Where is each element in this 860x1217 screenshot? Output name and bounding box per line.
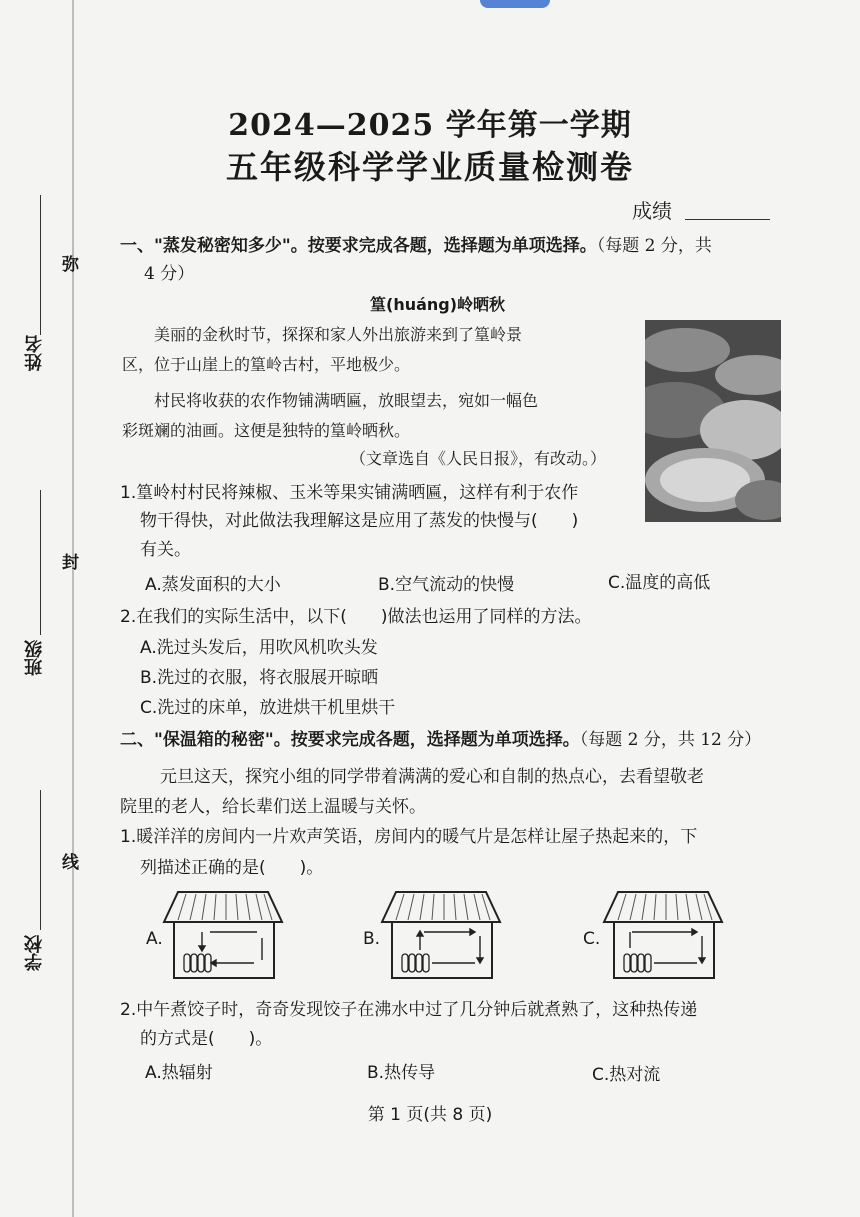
p1-q1-option-c[interactable]: C.温度的高低 — [608, 573, 711, 593]
seal-char: 线 — [62, 853, 79, 873]
p2-q2-option-a[interactable]: A.热辐射 — [145, 1063, 213, 1083]
p1-q1-stem: 物干得快，对此做法我理解这是应用了蒸发的快慢与( ) — [140, 511, 579, 531]
part1-heading: 一、"蒸发秘密知多少"。按要求完成各题，选择题为单项选择。（每题 2 分，共 4 分） — [120, 236, 712, 284]
p1-q1-stem: 有关。 — [140, 540, 191, 560]
drying-harvest-photo — [645, 320, 781, 522]
class-label: 班级 — [24, 640, 45, 676]
part2-heading: 二、"保温箱的秘密"。按要求完成各题，选择题为单项选择。（每题 2 分，共 12 分） — [120, 730, 762, 750]
p1-q1-option-b[interactable]: B.空气流动的快慢 — [378, 575, 515, 595]
score-label: 成绩 — [632, 199, 672, 223]
exam-title-subject: 五年级科学学业质量检测卷 — [225, 148, 634, 186]
p1-q2-stem: 2.在我们的实际生活中，以下( )做法也运用了同样的方法。 — [120, 607, 592, 627]
name-label: 姓名 — [24, 335, 45, 371]
school-label: 学校 — [24, 935, 45, 971]
school-blank — [40, 790, 41, 930]
p2-q1-stem: 1.暖洋洋的房间内一片欢声笑语，房间内的暖气片是怎样让屋子热起来的，下 — [120, 827, 698, 847]
part2-intro: 院里的老人，给长辈们送上温暖与关怀。 — [120, 797, 426, 817]
p2-q1-stem: 列描述正确的是( )。 — [140, 858, 324, 878]
house-option-b-label[interactable]: B. — [363, 929, 381, 949]
p2-q2-stem: 的方式是( )。 — [140, 1029, 273, 1049]
p1-q2-option-b[interactable]: B.洗过的衣服，将衣服展开晾晒 — [140, 668, 379, 688]
page-number: 第 1 页(共 8 页) — [367, 1105, 493, 1125]
seal-char: 弥 — [62, 255, 79, 275]
house-diagram-c[interactable] — [602, 888, 724, 980]
house-diagram-b[interactable] — [380, 888, 502, 980]
passage: 美丽的金秋时节，探探和家人外出旅游来到了篁岭景 区，位于山崖上的篁岭古村，平地极少。 村民将收获的农作物铺满晒匾，放眼望去，宛如一幅色 彩斑斓的油画。这便是独特的篁岭晒秋。 — [122, 325, 539, 440]
p1-q1-stem: 1.篁岭村村民将辣椒、玉米等果实铺满晒匾，这样有利于农作 — [120, 483, 579, 503]
house-option-c-label[interactable]: C. — [583, 929, 601, 949]
passage-source: （文章选自《人民日报》，有改动。） — [350, 449, 607, 468]
house-diagram-a[interactable] — [162, 888, 284, 980]
seal-char: 封 — [62, 553, 79, 573]
passage-title: 篁(huáng)岭晒秋 — [370, 295, 506, 314]
name-blank — [40, 195, 41, 335]
exam-title-year: 2024—2025 学年第一学期 — [228, 108, 632, 143]
p2-q2-option-c[interactable]: C.热对流 — [592, 1065, 661, 1085]
p1-q1-option-a[interactable]: A.蒸发面积的大小 — [145, 575, 281, 595]
score-blank[interactable] — [685, 219, 770, 220]
p2-q2-stem: 2.中午煮饺子时，奇奇发现饺子在沸水中过了几分钟后就煮熟了，这种热传递 — [120, 1000, 698, 1020]
part2-intro: 元旦这天，探究小组的同学带着满满的爱心和自制的热点心，去看望敬老 — [160, 767, 704, 787]
class-blank — [40, 490, 41, 635]
house-option-a-label[interactable]: A. — [146, 929, 163, 949]
top-ink-mark — [480, 0, 550, 8]
p1-q2-option-c[interactable]: C.洗过的床单，放进烘干机里烘干 — [140, 698, 396, 718]
p2-q2-option-b[interactable]: B.热传导 — [367, 1063, 436, 1083]
p1-q2-option-a[interactable]: A.洗过头发后，用吹风机吹头发 — [140, 638, 378, 658]
